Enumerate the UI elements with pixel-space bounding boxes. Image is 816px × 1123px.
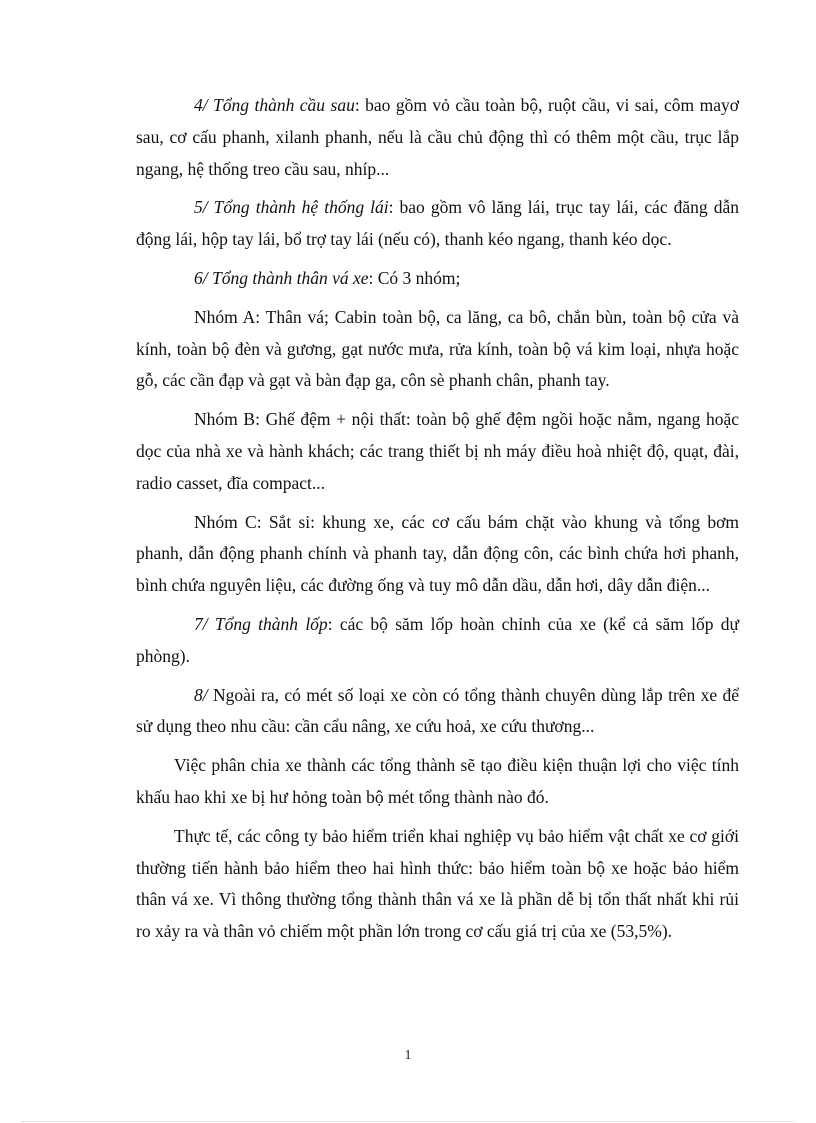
paragraph-steering [136,192,739,256]
paragraph-depreciation [136,750,739,814]
heading-special: 8/ [194,684,208,705]
page-body [136,90,739,955]
text-group-a: Nhóm A: Thân vá; Cabin toàn bộ, ca lăng, ca bô, chắn bùn, toàn bộ cửa và kính, toàn bộ đèn và gương, gạt nước mưa, rửa kính, toàn bộ vá kim loại, nhựa hoặc gỗ, các cần đạp và gạt và bàn đạp ga, côn sè phanh chân, phanh tay. [136,306,739,391]
page-bottom-divider [22,1121,794,1122]
paragraph-tires [136,609,739,673]
text-special: Ngoài ra, có mét số loại xe còn có tổng thành chuyên dùng lắp trên xe để sử dụng theo nhu cầu: cần cẩu nâng, xe cứu hoả, xe cứu thương... [136,684,739,737]
text-tires: : các bộ săm lốp hoàn chỉnh của xe (kể cả săm lốp dự phòng). [136,613,739,666]
paragraph-special [136,680,739,744]
paragraph-group-c [136,507,739,602]
paragraph-group-a [136,302,739,397]
heading-tires: 7/ Tổng thành lốp [194,613,328,634]
text-steering: : bao gồm vô lăng lái, trục tay lái, các đăng dẫn động lái, hộp tay lái, bổ trợ tay lái (nếu có), thanh kéo ngang, thanh kéo dọc. [136,197,739,250]
heading-steering: 5/ Tổng thành hệ thống lái [194,197,389,218]
heading-rear-axle: 4/ Tổng thành cầu sau [194,95,355,115]
paragraph-insurance-practice [136,821,739,948]
paragraph-rear-axle [136,90,739,185]
text-rear-axle: : bao gồm vỏ cầu toàn bộ, ruột cầu, vi sai, côm mayơ sau, cơ cấu phanh, xilanh phanh, nếu là cầu chủ động thì có thêm một cầu, trục lắp ngang, hệ thống treo cầu sau, nhíp... [136,95,739,179]
page-number: 1 [404,1048,412,1063]
paragraph-body-shell [136,263,739,295]
text-insurance-practice: Thực tế, các công ty bảo hiểm triển khai nghiệp vụ bảo hiểm vật chất xe cơ giới thường tiến hành bảo hiểm theo hai hình thức: bảo hiểm toàn bộ xe hoặc bảo hiểm thân vá xe. Vì thông thường tổng thành thân vá xe là phần dễ bị tổn thất nhất khi rủi ro xảy ra và thân vỏ chiếm một phần lớn trong cơ cấu giá trị của xe (53,5%). [136,825,739,942]
heading-body-shell: 6/ Tổng thành thân vá xe [194,267,369,288]
text-group-c: Nhóm C: Sắt si: khung xe, các cơ cấu bám chặt vào khung và tổng bơm phanh, dẫn động phanh chính và phanh tay, dẫn động côn, các bình chứa hơi phanh, bình chứa nguyên liệu, các đường ống và tuy mô dẫn dầu, dẫn hơi, dây dẫn điện... [136,511,739,596]
paragraph-group-b [136,404,739,499]
text-group-b: Nhóm B: Ghế đệm + nội thất: toàn bộ ghế đệm ngồi hoặc nằm, ngang hoặc dọc của nhà xe và hành khách; các trang thiết bị nh máy điều hoà nhiệt độ, quạt, đài, radio casset, đĩa compact... [136,409,739,493]
text-depreciation: Việc phân chia xe thành các tổng thành sẽ tạo điều kiện thuận lợi cho việc tính khấu hao khi xe bị hư hỏng toàn bộ mét tổng thành nào đó. [136,755,739,807]
text-body-shell: : Có 3 nhóm; [368,267,461,288]
